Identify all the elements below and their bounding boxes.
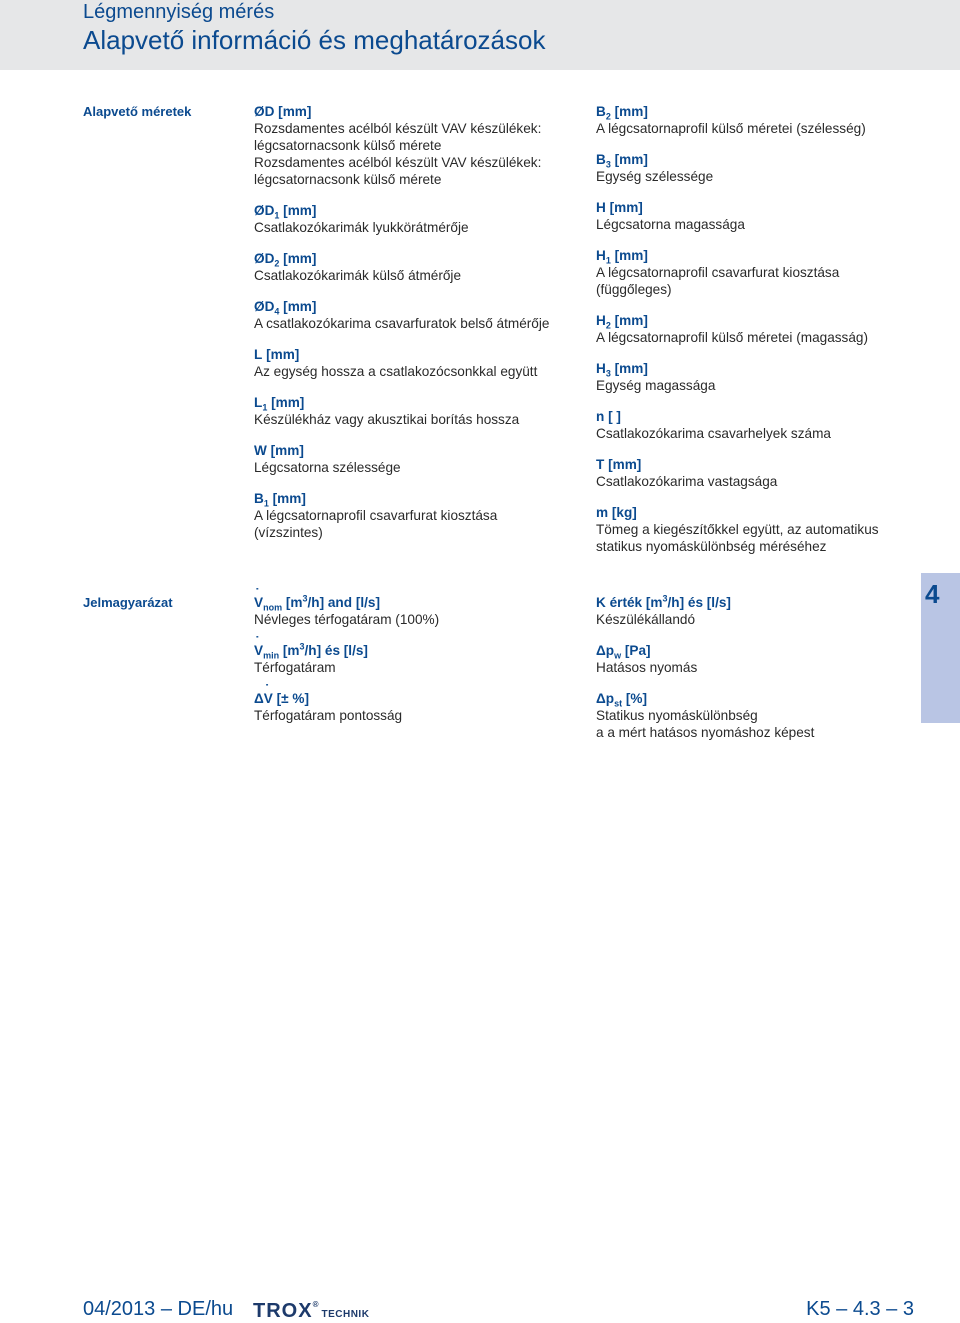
definition-term: $\Delta p_w$ [Pa] <box>596 643 651 661</box>
definition-text: Az egység hossza a csatlakozócsonkkal együtt <box>254 364 538 379</box>
definition-text: légcsatornacsonk külső mérete <box>254 172 442 187</box>
definition-text: A légcsatornaprofil csavarfurat kiosztása <box>596 265 840 280</box>
header-subtitle: Légmennyiség mérés <box>83 1 275 23</box>
definition-entry <box>254 346 574 380</box>
trox-logo: TROX®TECHNIK <box>253 1300 370 1322</box>
definition-entry <box>254 250 574 284</box>
trox-logo-subtext: TECHNIK <box>321 1309 370 1320</box>
header-title: Alapvető információ és meghatározások <box>83 25 546 55</box>
definition-entry <box>254 103 574 188</box>
definition-term: $H_2$ [mm] <box>596 313 648 331</box>
definition-term: $ØD_1$ [mm] <box>254 203 317 221</box>
definition-term: ˙ $V_{min}$ $[m^3/h]$ és [l/s] <box>254 642 574 659</box>
definition-term: W [mm] <box>254 443 304 458</box>
definition-text: (vízszintes) <box>254 525 323 540</box>
definition-term: n [ ] <box>596 409 621 424</box>
definition-term: ˙ $V_{nom}$ $[m^3/h]$ and [l/s] <box>254 594 574 611</box>
definition-term: K érték $[m^3/h]$ és [l/s] <box>596 593 731 610</box>
definition-entry <box>596 312 906 346</box>
definition-text: Csatlakozókarimák lyukkörátmérője <box>254 220 469 235</box>
definition-entry <box>596 690 906 741</box>
definition-term: Δ˙ V [± %] <box>254 690 574 707</box>
definition-term: T [mm] <box>596 457 642 472</box>
definition-entry <box>596 408 906 442</box>
basic-dimensions-column-2 <box>596 103 906 569</box>
definition-text: légcsatornacsonk külső mérete <box>254 138 442 153</box>
definition-term: $B_2$ [mm] <box>596 104 648 122</box>
definition-text: Térfogatáram <box>254 660 336 675</box>
definition-text: Hatásos nyomás <box>596 660 698 675</box>
definition-text: Egység szélessége <box>596 169 714 184</box>
definition-entry <box>596 247 906 298</box>
definition-entry <box>254 642 574 676</box>
chapter-tab-number: 4 <box>925 579 940 609</box>
definition-entry <box>596 504 906 555</box>
definition-term: L [mm] <box>254 347 300 362</box>
definition-text: Statikus nyomáskülönbség <box>596 708 758 723</box>
definition-text: A légcsatornaprofil csavarfurat kiosztása <box>254 508 498 523</box>
definition-term: $ØD_2$ [mm] <box>254 251 317 269</box>
page-header <box>0 0 960 70</box>
definition-entry <box>254 202 574 236</box>
definition-entry <box>254 490 574 541</box>
definition-text: Csatlakozókarima csavarhelyek száma <box>596 426 831 441</box>
definition-text: Tömeg a kiegészítőkkel együtt, az automatikus <box>596 522 879 537</box>
definition-text: Légcsatorna magassága <box>596 217 745 232</box>
definition-entry <box>596 199 906 233</box>
definition-term: H [mm] <box>596 200 643 215</box>
definition-text: Csatlakozókarima vastagsága <box>596 474 778 489</box>
definition-term: m [kg] <box>596 505 637 520</box>
basic-dimensions-column-1 <box>254 103 574 555</box>
legend-column-1 <box>254 594 574 738</box>
definition-text: Csatlakozókarimák külső átmérője <box>254 268 462 283</box>
definition-term: $B_1$ [mm] <box>254 491 306 509</box>
definition-term: $H_1$ [mm] <box>596 248 648 266</box>
definition-text: Légcsatorna szélessége <box>254 460 401 475</box>
definition-entry <box>254 298 574 332</box>
definition-text: Készülékállandó <box>596 612 695 627</box>
definition-term: $\Delta p_{st}$ [%] <box>596 691 648 709</box>
definition-text: (függőleges) <box>596 282 672 297</box>
definition-entry <box>596 103 906 137</box>
section-label-legend: Jelmagyarázat <box>83 595 173 610</box>
definition-entry <box>596 642 906 676</box>
footer-page-number: K5 – 4.3 – 3 <box>806 1298 914 1320</box>
definition-term: $H_3$ [mm] <box>596 361 648 379</box>
definition-text: Rozsdamentes acélból készült VAV készülékek: <box>254 121 542 136</box>
trox-logo-text: TROX <box>253 1300 313 1322</box>
definition-text: A légcsatornaprofil külső méretei (szélesség) <box>596 121 866 136</box>
definition-entry <box>596 360 906 394</box>
section-label-basic-dimensions: Alapvető méretek <box>83 104 192 119</box>
definition-text: Névleges térfogatáram (100%) <box>254 612 440 627</box>
definition-entry <box>596 151 906 185</box>
definition-text: Térfogatáram pontosság <box>254 708 403 723</box>
definition-entry <box>596 594 906 628</box>
definition-text: A csatlakozókarima csavarfuratok belső átmérője <box>254 316 550 331</box>
definition-term: $B_3$ [mm] <box>596 152 648 170</box>
definition-term: $L_1$ [mm] <box>254 395 305 413</box>
definition-entry <box>254 690 574 724</box>
definition-text: A légcsatornaprofil külső méretei (magasság) <box>596 330 869 345</box>
definition-entry <box>254 594 574 628</box>
definition-term: ØD [mm] <box>254 104 312 119</box>
definition-text: Egység magassága <box>596 378 716 393</box>
definition-text: statikus nyomáskülönbség méréséhez <box>596 539 827 554</box>
definition-entry <box>596 456 906 490</box>
definition-text: a a mért hatásos nyomáshoz képest <box>596 725 815 740</box>
definition-entry <box>254 394 574 428</box>
footer-date: 04/2013 – DE/hu <box>83 1298 234 1320</box>
definition-text: Készülékház vagy akusztikai borítás hossza <box>254 412 520 427</box>
definition-entry <box>254 442 574 476</box>
definition-text: Rozsdamentes acélból készült VAV készülékek: <box>254 155 542 170</box>
legend-column-2 <box>596 594 906 755</box>
definition-term: $ØD_4$ [mm] <box>254 299 317 317</box>
chapter-tab <box>921 573 960 723</box>
